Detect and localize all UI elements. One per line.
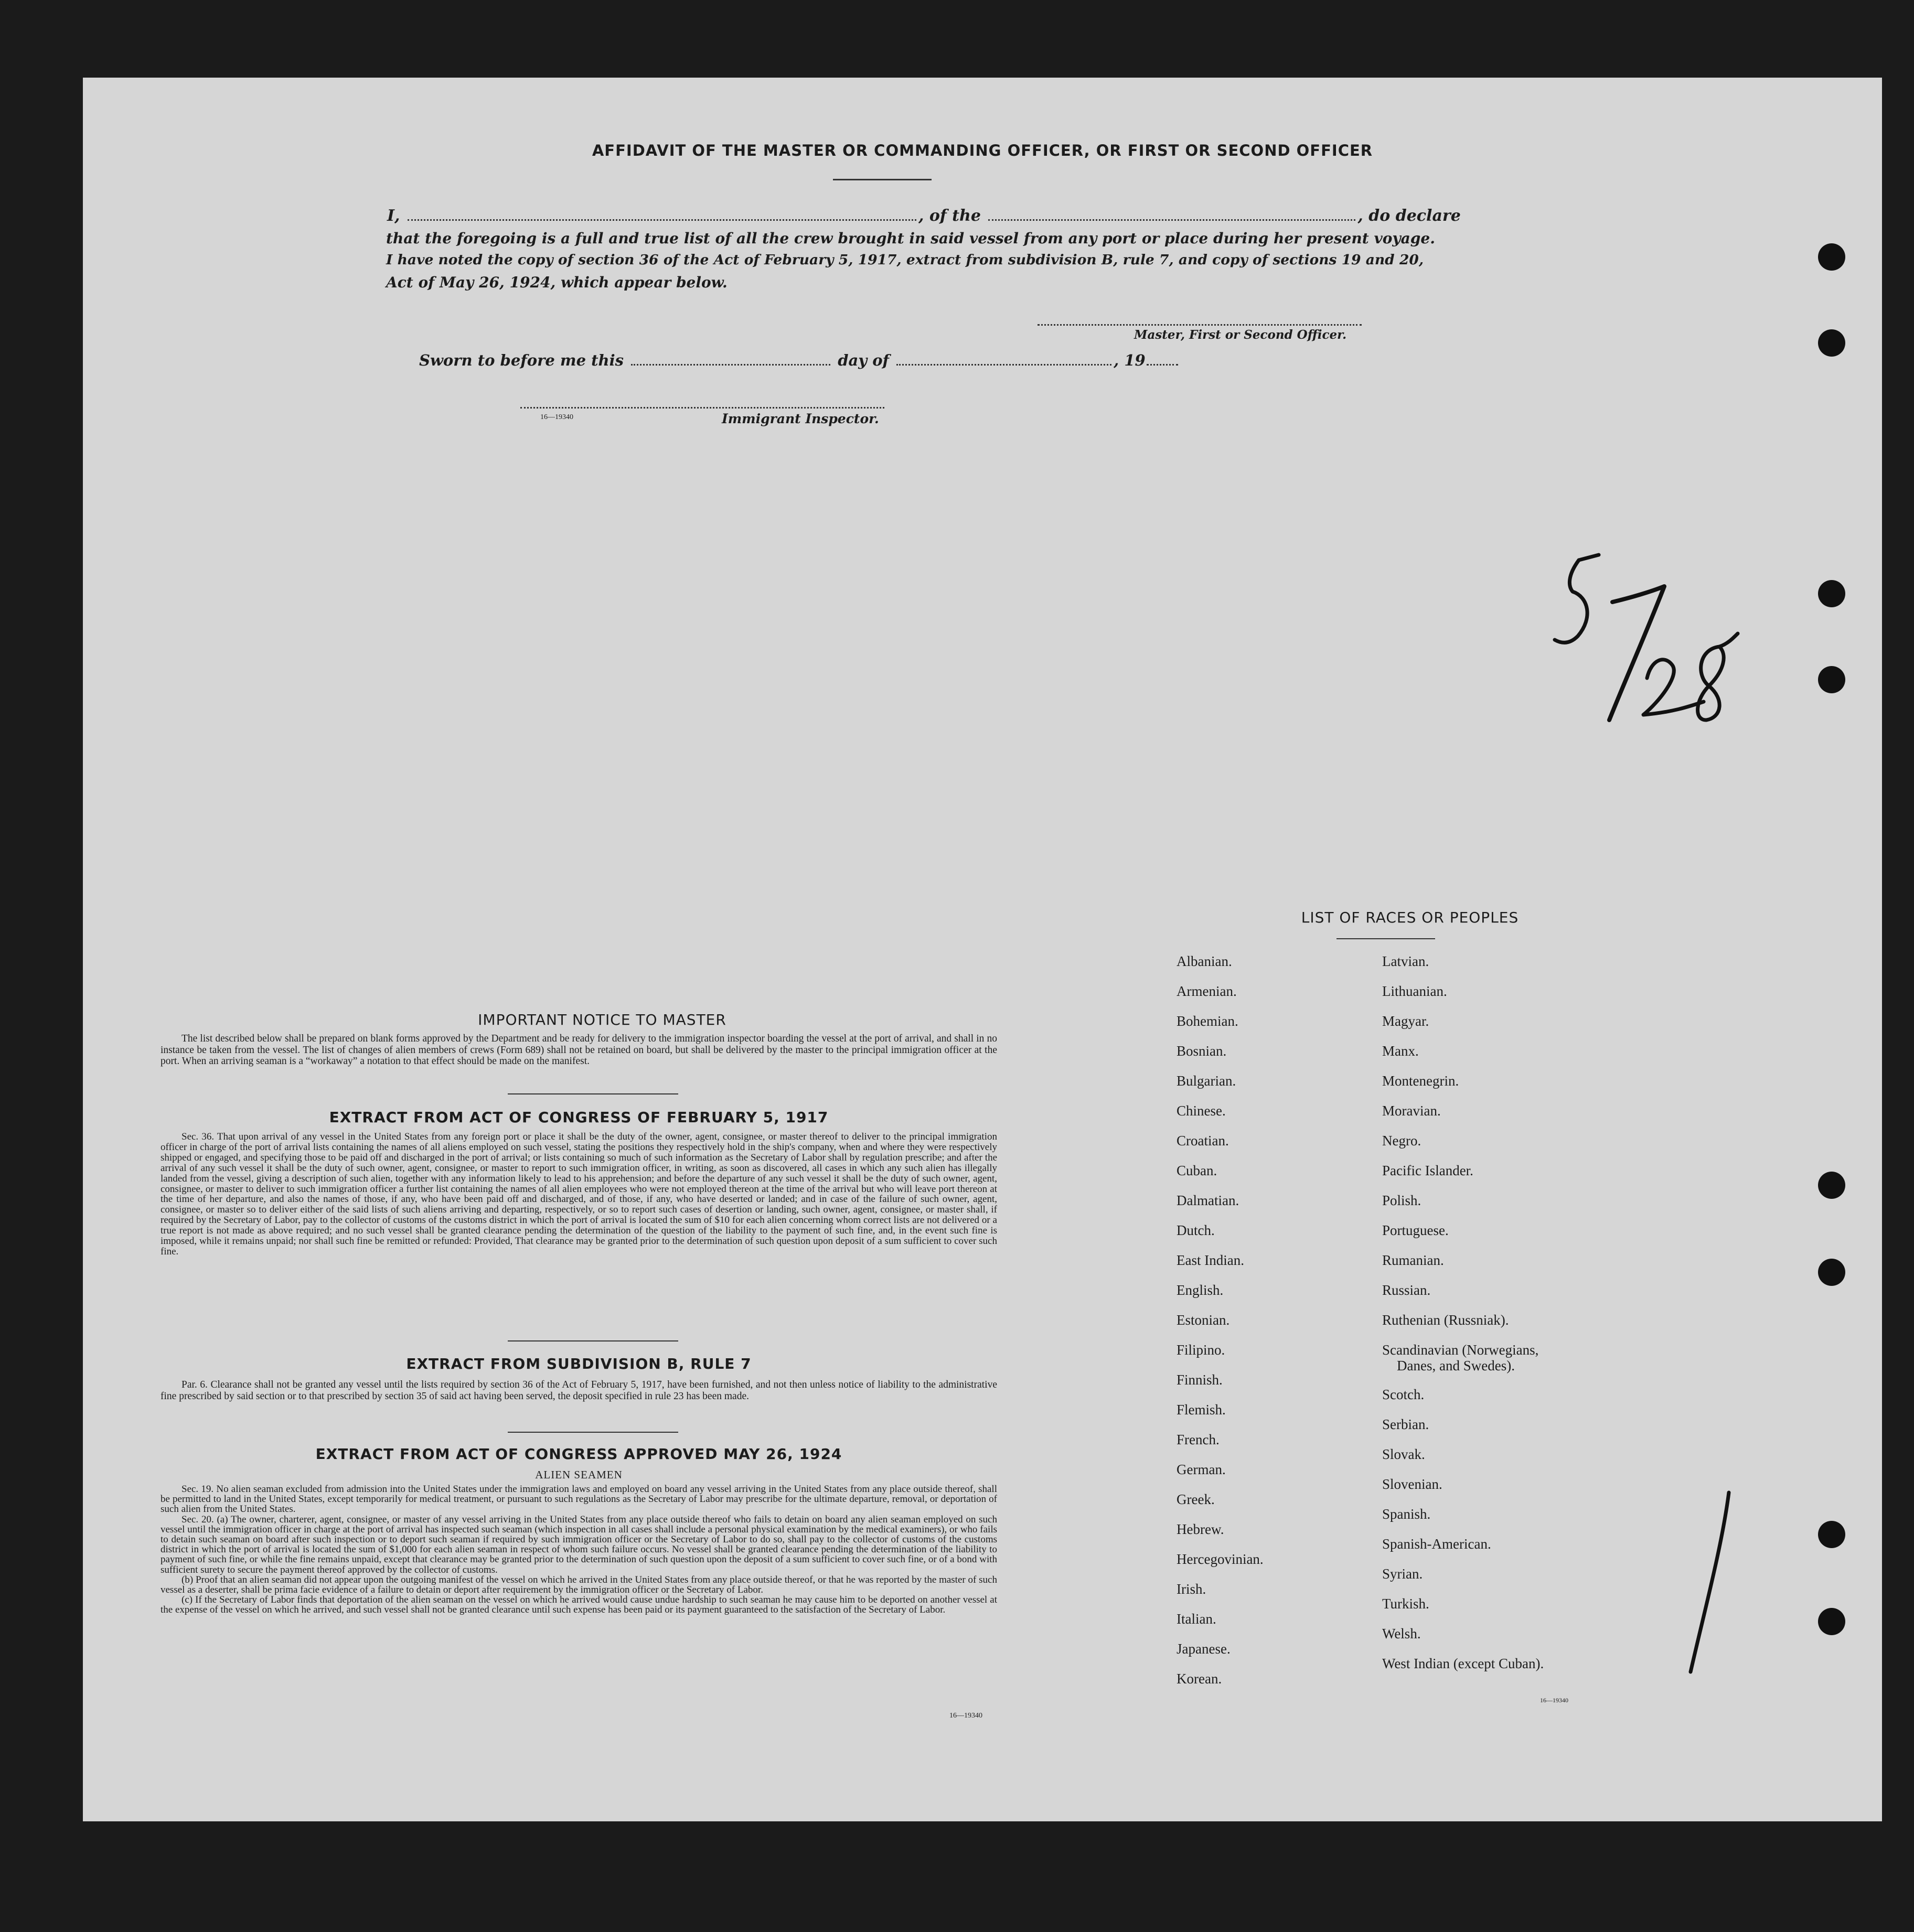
binder-hole <box>1818 243 1845 271</box>
race-item: Danes, and Swedes). <box>1397 1358 1515 1373</box>
day-of-label: day of <box>838 351 890 369</box>
race-item: Bohemian. <box>1177 1013 1238 1029</box>
race-item: Montenegrin. <box>1382 1073 1459 1089</box>
race-item: Magyar. <box>1382 1013 1429 1029</box>
master-signature-field[interactable] <box>1038 324 1362 326</box>
race-item: Croatian. <box>1177 1133 1229 1149</box>
alien-seamen-subtitle: ALIEN SEAMEN <box>535 1468 623 1481</box>
race-item: Japanese. <box>1177 1641 1231 1657</box>
notice-body <box>161 1033 997 1067</box>
race-item: Syrian. <box>1382 1566 1423 1582</box>
race-item: Finnish. <box>1177 1372 1223 1388</box>
extract-1917-divider <box>508 1340 678 1341</box>
notice-text: The list described below shall be prepared on blank forms approved by the Department and be ready for delivery to the immigration inspector boarding the vessel at the port of arrival, and shall in no instance be taken from the vessel. The list of changes of alien members of crews (Form 689) shall not be retained on board, but shall be delivered by the master to the principal immigration officer at the port. When an arriving seaman is a “workaway” a notation to that effect should be made on the manifest. <box>161 1033 997 1067</box>
race-item: West Indian (except Cuban). <box>1382 1656 1544 1671</box>
race-item: Slovak. <box>1382 1446 1425 1462</box>
race-item: Welsh. <box>1382 1626 1421 1641</box>
race-item: Albanian. <box>1177 953 1232 969</box>
race-item: Spanish. <box>1382 1506 1431 1522</box>
sec-20a-text: Sec. 20. (a) The owner, charterer, agent, consignee, or master of any vessel arriving in the United States from any place outside thereof who fails to detain on board any alien seaman employed on such vessel until the immigration officer in charge at the port of arrival has inspected such seaman (which inspection in all cases shall include a personal physical examination by the medical examiners), or who fails to detain such seaman on board after such inspection or to deport such seaman if required by such immigration officer or the Secretary of Labor to do so, shall pay to the collector of customs of the customs district in which the port of arrival is located the sum of $1,000 for each alien seaman in respect of whom such failure occurs. No vessel shall be granted clearance pending the determination of the liability to payment of such fine, or while the fine remains unpaid, except that clearance may be granted prior to the determination of such question upon the deposit of a sum sufficient to cover such fine, or of a bond with sufficient surety to secure the payment thereof approved by the collector of customs. <box>161 1514 997 1575</box>
race-item: Rumanian. <box>1382 1252 1444 1268</box>
race-item: Armenian. <box>1177 983 1237 999</box>
races-column-1 <box>1177 953 1264 1701</box>
i-label: I, <box>387 207 400 225</box>
race-item: English. <box>1177 1282 1224 1298</box>
rule-7-body <box>161 1379 997 1402</box>
document-page <box>83 78 1882 1821</box>
race-item: Hercegovinian. <box>1177 1551 1264 1567</box>
of-the-label: , of the <box>918 207 981 225</box>
do-declare-label: , do declare <box>1357 207 1461 225</box>
sec-36-text: Sec. 36. That upon arrival of any vessel in the United States from any foreign port or place it shall be the duty of the owner, agent, consignee, or master thereof to deliver to the principal immigration officer in charge of the port of arrival lists containing the names of all aliens employed on such vessel, stating the positions they respectively hold in the ship's company, when and where they were respectively shipped or engaged, and specifying those to be paid off and discharged in the port of arrival; or lists containing so much of such information as the Secretary of Labor shall by regulation prescribe; and after the arrival of any such vessel it shall be the duty of such owner, agent, consignee, or master to report to such immigration officer, in writing, as soon as discovered, all cases in which any such alien has illegally landed from the vessel, giving a description of such alien, together with any information likely to lead to his apprehension; and before the departure of any such vessel it shall be the duty of such owner, agent, consignee, or master to deliver to such immigration officer a further list containing the names of all alien employees who were not employed thereon at the time of the arrival but who will leave port thereon at the time of her departure, and also the names of those, if any, who have been paid off and discharged, and of those, if any, who have deserted or landed; and in case of the failure of such owner, agent, consignee, or master so to deliver either of the said lists of such aliens arriving and departing, respectively, or so to report such cases of desertion or landing, such owner, agent, consignee, or master shall, if required by the Secretary of Labor, pay to the collector of customs of the customs district in which the port of arrival is located the sum of $10 for each alien concerning whom correct lists are not delivered or a true report is not made as above required; and no such vessel shall be granted clearance pending the determination of the question of the liability to the payment of such fine, and, in the event such fine is imposed, while it remains unpaid; nor shall such fine be remitted or refunded: Provided, That clearance may be granted prior to the determination of such question upon deposit of a sum sufficient to cover such fine. <box>161 1131 997 1257</box>
race-item: Irish. <box>1177 1581 1206 1597</box>
race-item: Bulgarian. <box>1177 1073 1236 1089</box>
form-number-top: 16—19340 <box>540 413 573 421</box>
sec-20b-text: (b) Proof that an alien seaman did not appear upon the outgoing manifest of the vessel on which he arrived in the United States from any place outside thereof, or that he was reported by the master of such vessel as a deserter, shall be prima facie evidence of a failure to detain or deport after requirement by the immigration officer or the Secretary of Labor. <box>161 1574 997 1596</box>
race-item: Scandinavian (Norwegians, <box>1382 1342 1539 1358</box>
sec-19-text: Sec. 19. No alien seaman excluded from admission into the United States under the immigration laws and employed on board any vessel arriving in the United States from any place outside thereof, shall be permitted to land in the United States, except temporarily for medical treatment, or pursuant to such regulations as the Secretary of Labor may prescribe for the ultimate departure, removal, or deportation of such alien from the United States. <box>161 1484 997 1515</box>
par-6-text: Par. 6. Clearance shall not be granted any vessel until the lists required by section 36 of the Act of February 5, 1917, have been furnished, and not then unless notice of liability to the administrative fine prescribed by said section or to that prescribed by section 35 of said act having been served, the deposit specified in rule 23 has been made. <box>161 1379 997 1402</box>
race-item: Negro. <box>1382 1133 1421 1149</box>
race-item: Estonian. <box>1177 1312 1230 1328</box>
binder-hole <box>1818 1608 1845 1635</box>
notice-title: IMPORTANT NOTICE TO MASTER <box>478 1011 726 1028</box>
binder-hole <box>1818 580 1845 607</box>
declaration-line-1 <box>387 207 1461 225</box>
year-label: , 19 <box>1114 351 1146 369</box>
form-number-races: 16—19340 <box>1540 1697 1568 1704</box>
races-divider <box>1336 938 1435 939</box>
race-item: German. <box>1177 1462 1226 1477</box>
title-divider <box>833 179 932 180</box>
declaration-line-2: that the foregoing is a full and true list of all the crew brought in said vessel from any port or place during her present voyage. <box>386 230 1435 247</box>
race-item: Cuban. <box>1177 1163 1217 1178</box>
race-item: Flemish. <box>1177 1402 1226 1418</box>
race-item: East Indian. <box>1177 1252 1244 1268</box>
race-item: Slovenian. <box>1382 1476 1442 1492</box>
race-item: Ruthenian (Russniak). <box>1382 1312 1509 1328</box>
sworn-date-field[interactable] <box>631 364 830 366</box>
race-item: Dalmatian. <box>1177 1193 1239 1208</box>
race-item: Russian. <box>1382 1282 1431 1298</box>
sworn-label: Sworn to before me this <box>419 351 624 369</box>
inspector-signature-field[interactable] <box>520 407 884 409</box>
race-item: Polish. <box>1382 1193 1421 1208</box>
sworn-month-field[interactable] <box>896 364 1111 366</box>
race-item: Filipino. <box>1177 1342 1225 1358</box>
rule-7-divider <box>508 1432 678 1433</box>
year-field[interactable] <box>1147 364 1178 366</box>
binder-hole <box>1818 1172 1845 1199</box>
races-title: LIST OF RACES OR PEOPLES <box>1301 909 1519 926</box>
race-item: Latvian. <box>1382 953 1429 969</box>
race-item: Moravian. <box>1382 1103 1441 1119</box>
handwritten-number <box>1546 518 1746 738</box>
race-item: French. <box>1177 1432 1220 1447</box>
race-item: Chinese. <box>1177 1103 1226 1119</box>
binder-hole <box>1818 666 1845 693</box>
race-item: Manx. <box>1382 1043 1419 1059</box>
master-signature-label: Master, First or Second Officer. <box>1134 328 1347 342</box>
extract-1917-title: EXTRACT FROM ACT OF CONGRESS OF FEBRUARY 5, 1917 <box>329 1109 829 1126</box>
notice-divider <box>508 1093 678 1094</box>
rule-7-title: EXTRACT FROM SUBDIVISION B, RULE 7 <box>406 1355 752 1372</box>
race-item: Korean. <box>1177 1671 1222 1687</box>
extract-1924-body <box>161 1484 997 1615</box>
race-item: Serbian. <box>1382 1416 1429 1432</box>
race-item: Hebrew. <box>1177 1521 1224 1537</box>
name-field[interactable] <box>408 219 916 221</box>
declaration-line-3: I have noted the copy of section 36 of the Act of February 5, 1917, extract from subdivision B, rule 7, and copy of sections 19 and 20, <box>386 252 1424 268</box>
inspector-label: Immigrant Inspector. <box>722 411 879 426</box>
race-item: Spanish-American. <box>1382 1536 1491 1552</box>
form-number-bottom-left: 16—19340 <box>949 1712 982 1720</box>
sec-20c-text: (c) If the Secretary of Labor finds that deportation of the alien seaman on the vessel on which he arrived would cause undue hardship to such seaman he may cause him to be deported on another vessel at the expense of the vessel on which he arrived, and such vessel shall not be granted clearance until such expense has been paid or its payment guaranteed to the satisfaction of the Secretary of Labor. <box>161 1594 997 1616</box>
declaration-line-4: Act of May 26, 1924, which appear below. <box>386 274 728 291</box>
sworn-line <box>419 351 1180 369</box>
handwritten-mark <box>1677 1483 1740 1682</box>
binder-hole <box>1818 1259 1845 1286</box>
race-item: Lithuanian. <box>1382 983 1447 999</box>
race-item: Turkish. <box>1382 1596 1429 1612</box>
race-item: Pacific Islander. <box>1382 1163 1473 1178</box>
race-item: Scotch. <box>1382 1387 1425 1402</box>
binder-hole <box>1818 1521 1845 1548</box>
affidavit-title: AFFIDAVIT OF THE MASTER OR COMMANDING OFFICER, OR FIRST OR SECOND OFFICER <box>592 142 1373 159</box>
race-item: Dutch. <box>1177 1222 1215 1238</box>
extract-1917-body <box>161 1132 997 1257</box>
race-item: Italian. <box>1177 1611 1216 1627</box>
races-column-2 <box>1382 953 1544 1686</box>
extract-1924-title: EXTRACT FROM ACT OF CONGRESS APPROVED MAY 26, 1924 <box>315 1445 842 1463</box>
vessel-field[interactable] <box>988 219 1355 221</box>
race-item: Bosnian. <box>1177 1043 1227 1059</box>
binder-hole <box>1818 329 1845 357</box>
race-item: Portuguese. <box>1382 1222 1449 1238</box>
race-item: Greek. <box>1177 1491 1215 1507</box>
